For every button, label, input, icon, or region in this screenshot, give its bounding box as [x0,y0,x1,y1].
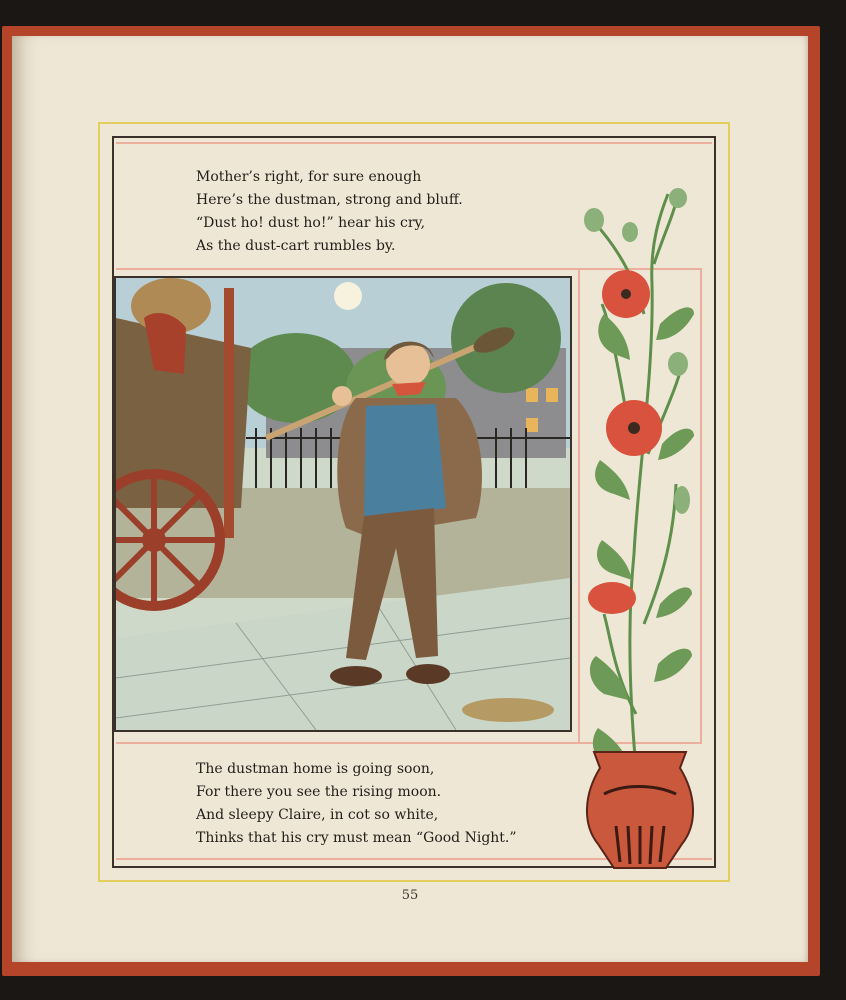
moon [334,282,362,310]
poppy-vase-decoration [574,154,702,870]
verse-line: For there you see the rising moon. [196,784,442,800]
verse-line: The dustman home is going soon, [196,761,435,777]
dustman-illustration [114,276,572,732]
page-number: 55 [401,888,419,903]
verse-line: “Dust ho! dust ho!” hear his cry, [196,215,426,231]
manhole [462,698,554,722]
verse-line: Mother’s right, for sure enough [196,169,422,185]
verse-line: As the dust-cart rumbles by. [196,238,396,254]
lit-window [526,418,538,432]
verse-line: And sleepy Claire, in cot so white, [196,807,439,823]
lit-window [526,388,538,402]
lit-window [546,388,558,402]
verse-line: Here’s the dustman, strong and bluff. [196,192,463,208]
vase [587,752,693,870]
verse-line: Thinks that his cry must mean “Good Night.” [196,830,517,846]
pink-rule-top [116,142,712,144]
street-scene [116,278,570,730]
book-page [12,36,808,962]
verse-top [196,166,463,258]
verse-bottom [196,758,517,850]
